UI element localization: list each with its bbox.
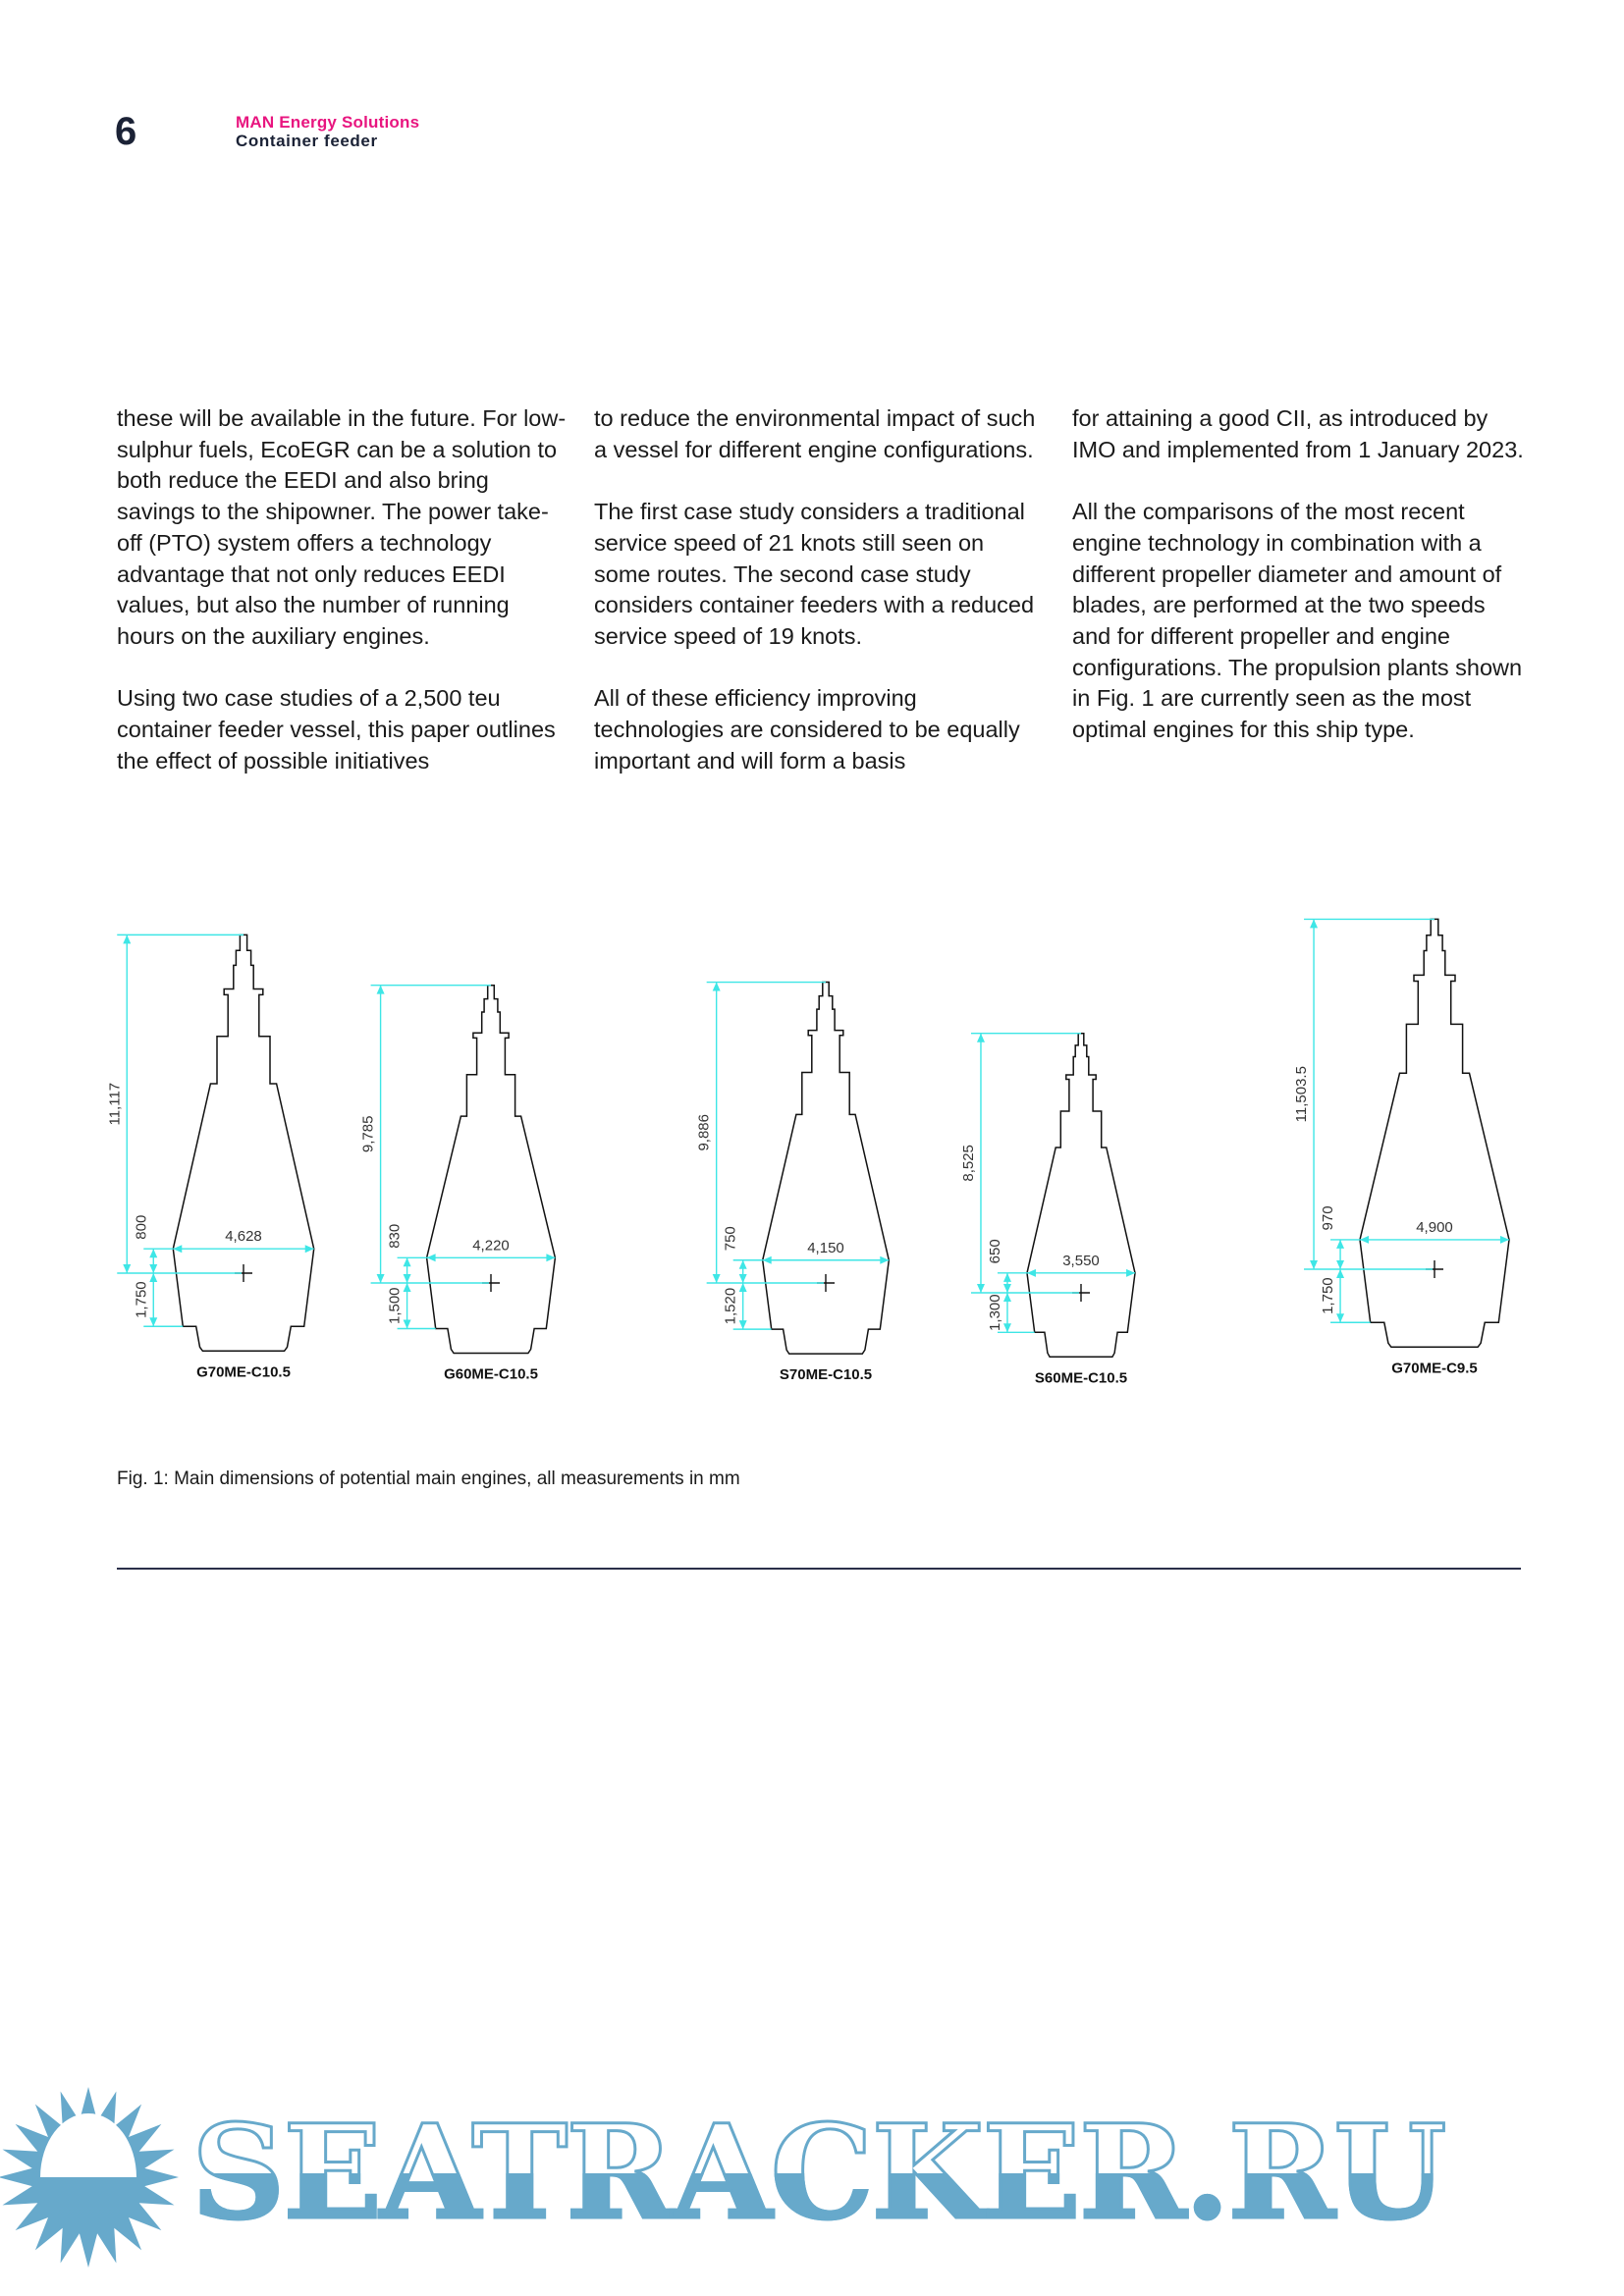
engine-s70me-c10-5: [696, 983, 890, 1384]
paragraph: to reduce the environmental impact of such a vessel for different engine configurations.: [594, 405, 1036, 462]
height-label: 11,503.5: [1293, 1066, 1311, 1123]
dimension-arrow: [149, 1317, 157, 1326]
engine-outline: [763, 983, 890, 1355]
brand-name: MAN Energy Solutions: [236, 113, 420, 132]
engine-g70me-c9-5: [1293, 919, 1509, 1376]
dimension-arrow: [739, 1320, 747, 1329]
dimension-arrow: [404, 1283, 411, 1292]
dimension-arrow: [404, 1274, 411, 1283]
dimension-arrow: [1336, 1260, 1344, 1269]
width-label: 4,220: [472, 1237, 510, 1255]
dimension-arrow: [404, 1320, 411, 1329]
dimension-arrow: [123, 934, 131, 943]
page-number: 6: [115, 110, 137, 153]
upper-dimension-label: 970: [1320, 1205, 1337, 1231]
figure-caption: Fig. 1: Main dimensions of potential main engines, all measurements in mm: [117, 1468, 740, 1489]
watermark-text: SEATRACKER.RU: [191, 2097, 1445, 2249]
dimension-arrow: [1003, 1323, 1011, 1332]
dimension-arrow: [1003, 1284, 1011, 1293]
width-label: 3,550: [1062, 1252, 1100, 1269]
width-label: 4,150: [807, 1239, 844, 1256]
upper-dimension-label: 750: [722, 1226, 739, 1252]
dimension-arrow: [739, 1283, 747, 1292]
dimension-arrow: [1336, 1269, 1344, 1278]
engine-g70me-c10-5: [106, 934, 313, 1380]
engine-outline: [427, 986, 556, 1354]
section-title: Container feeder: [236, 132, 378, 150]
dimension-arrow: [149, 1264, 157, 1273]
height-label: 9,886: [695, 1113, 713, 1151]
dimension-arrow: [713, 1274, 721, 1283]
upper-dimension-label: 800: [133, 1214, 150, 1240]
dimension-arrow: [739, 1274, 747, 1283]
paragraph: All of these efficiency improving technologies are considered to be equally important and will form a basis: [594, 685, 1020, 774]
dimension-arrow: [377, 1274, 385, 1283]
engine-name: G70ME-C9.5: [1391, 1360, 1478, 1377]
dimension-arrow: [123, 1264, 131, 1273]
dimension-arrow: [977, 1034, 985, 1042]
width-label: 4,900: [1416, 1218, 1453, 1236]
paragraph: Using two case studies of a 2,500 teu container feeder vessel, this paper outlines the effect of possible initiatives: [117, 685, 556, 774]
dimension-arrow: [739, 1260, 747, 1269]
dimension-arrow: [713, 983, 721, 991]
paragraph: The first case study considers a traditional service speed of 21 knots still seen on some routes. The second case study considers container feeders with a reduced service speed of 19 knots.: [594, 499, 1035, 649]
engine-outline: [1027, 1034, 1135, 1358]
lower-dimension-label: 1,520: [722, 1287, 739, 1325]
engine-name: S70ME-C10.5: [779, 1366, 873, 1384]
dimension-arrow: [1336, 1240, 1344, 1249]
dimension-arrow: [977, 1284, 985, 1293]
upper-dimension-label: 650: [986, 1239, 1003, 1264]
paragraph: All the comparisons of the most recent engine technology in combination with a different propeller diameter and amount of blades, are performed at the two speeds and for different propeller and engine configurations. The propulsion plants shown in Fig. 1 are currently seen as the most optimal engines for this ship type.: [1072, 499, 1523, 743]
dimension-arrow: [149, 1249, 157, 1257]
engine-name: G60ME-C10.5: [444, 1365, 538, 1383]
height-label: 11,117: [106, 1082, 124, 1126]
dimension-arrow: [149, 1273, 157, 1282]
lower-dimension-label: 1,300: [986, 1294, 1003, 1331]
dimension-arrow: [1003, 1273, 1011, 1282]
divider: [117, 1568, 1521, 1570]
engine-name: G70ME-C10.5: [196, 1363, 291, 1381]
engine-outline: [173, 934, 313, 1351]
height-label: 9,785: [359, 1115, 377, 1153]
height-label: 8,525: [959, 1145, 977, 1182]
dimension-arrow: [1310, 1260, 1318, 1269]
dimension-arrow: [404, 1257, 411, 1266]
engine-g60me-c10-5: [360, 986, 556, 1383]
lower-dimension-label: 1,500: [386, 1287, 404, 1325]
paragraph: for attaining a good CII, as introduced by IMO and implemented from 1 January 2023.: [1072, 405, 1524, 462]
lower-dimension-label: 1,750: [1320, 1277, 1337, 1314]
paragraph: these will be available in the future. For low-sulphur fuels, EcoEGR can be a solution to both reduce the EEDI and also bring savings to the shipowner. The power take-off (PTO) system offers a technology advantage that not only reduces EEDI values, but also the number of running hours on the auxiliary engines.: [117, 405, 567, 649]
dimension-arrow: [1310, 919, 1318, 928]
lower-dimension-label: 1,750: [133, 1281, 150, 1318]
width-label: 4,628: [225, 1228, 262, 1246]
dimension-arrow: [1336, 1313, 1344, 1322]
dimension-arrow: [1003, 1293, 1011, 1302]
engine-name: S60ME-C10.5: [1034, 1369, 1128, 1387]
upper-dimension-label: 830: [386, 1223, 404, 1249]
engine-outline: [1360, 919, 1509, 1347]
dimension-arrow: [377, 986, 385, 994]
engine-s60me-c10-5: [960, 1034, 1135, 1387]
